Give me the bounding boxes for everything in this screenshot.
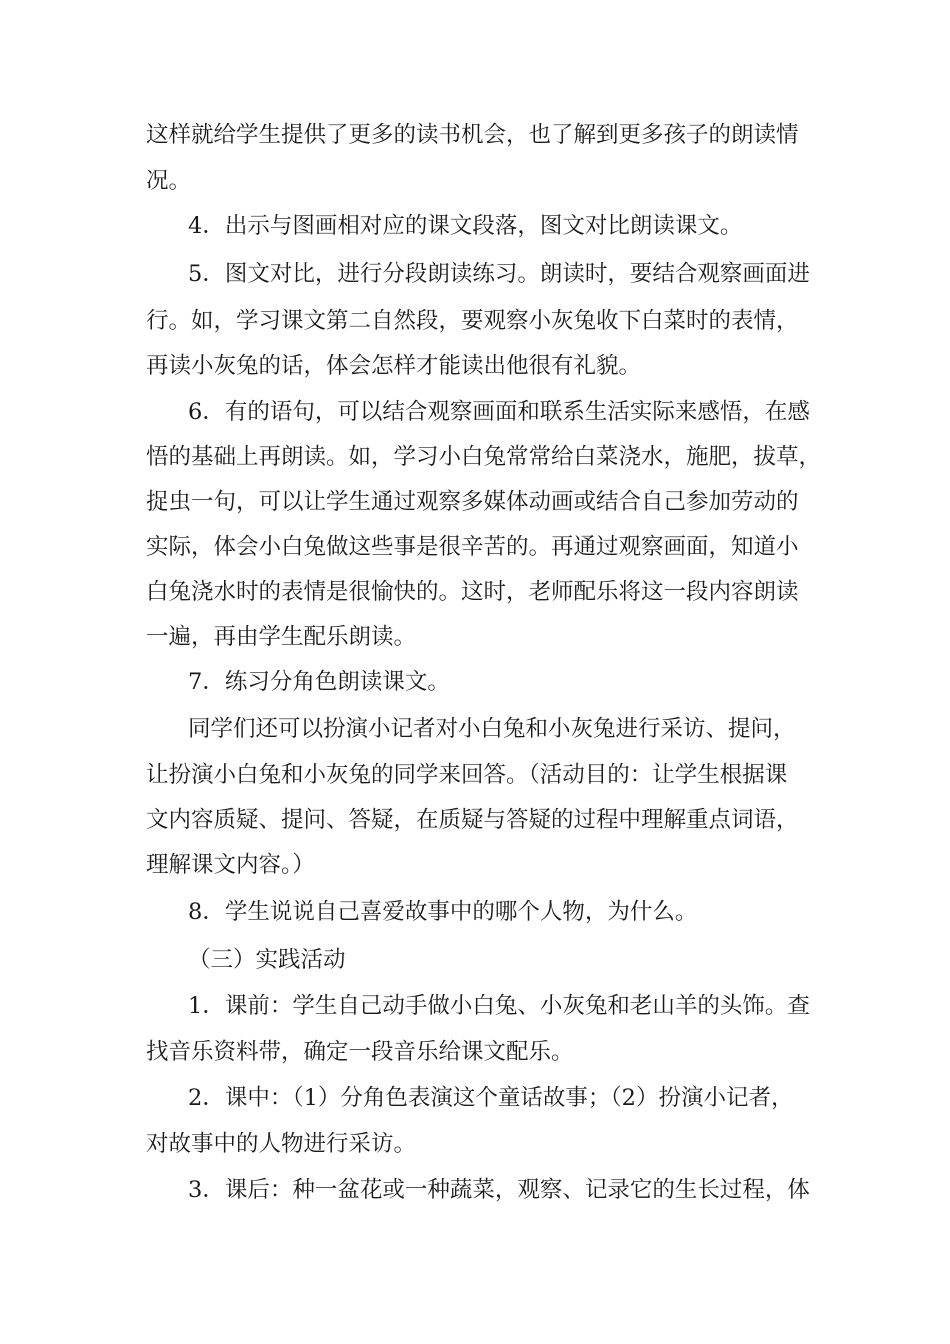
text-line: 一遍，再由学生配乐朗读。 [146,624,417,650]
text-line: 捉虫一句，可以让学生通过观察多媒体动画或结合自己参加劳动的 [146,489,799,515]
text-line: 5．图文对比，进行分段朗读练习。朗读时，要结合观察画面进 [188,261,810,287]
text-line: 找音乐资料带，确定一段音乐给课文配乐。 [146,1039,574,1065]
text-line: 白兔浇水时的表情是很愉快的。这时，老师配乐将这一段内容朗读 [146,579,799,605]
text-line: 这样就给学生提供了更多的读书机会，也了解到更多孩子的朗读情 [146,122,799,148]
text-line: 7．练习分角色朗读课文。 [188,669,450,695]
text-line: 3．课后：种一盆花或一种蔬菜，观察、记录它的生长过程，体 [188,1177,810,1203]
text-line: 行。如，学习课文第二自然段，要观察小灰兔收下白菜时的表情， [146,308,799,334]
text-line: 况。 [146,168,192,194]
text-line: 对故事中的人物进行采访。 [146,1131,417,1157]
text-line: 悟的基础上再朗读。如，学习小白兔常常给白菜浇水，施肥，拔草， [146,444,822,470]
text-line: 让扮演小白兔和小灰兔的同学来回答。（活动目的：让学生根据课 [146,762,788,788]
text-line: 6．有的语句，可以结合观察画面和联系生活实际来感悟，在感 [188,399,810,425]
text-line: 再读小灰兔的话，体会怎样才能读出他很有礼貌。 [146,353,642,379]
text-line: 4．出示与图画相对应的课文段落，图文对比朗读课文。 [188,213,743,239]
text-line: 2．课中：（1）分角色表演这个童话故事；（2）扮演小记者， [188,1085,794,1111]
section-heading: （三）实践活动 [188,947,346,973]
text-line: 文内容质疑、提问、答疑，在质疑与答疑的过程中理解重点词语， [146,807,799,833]
text-line: 理解课文内容。） [146,852,315,878]
text-line: 同学们还可以扮演小记者对小白兔和小灰兔进行采访、提问， [188,716,796,742]
text-line: 实际，体会小白兔做这些事是很辛苦的。再通过观察画面，知道小 [146,534,799,560]
text-line: 1．课前：学生自己动手做小白兔、小灰兔和老山羊的头饰。查 [188,993,810,1019]
text-line: 8．学生说说自己喜爱故事中的哪个人物，为什么。 [188,899,698,925]
